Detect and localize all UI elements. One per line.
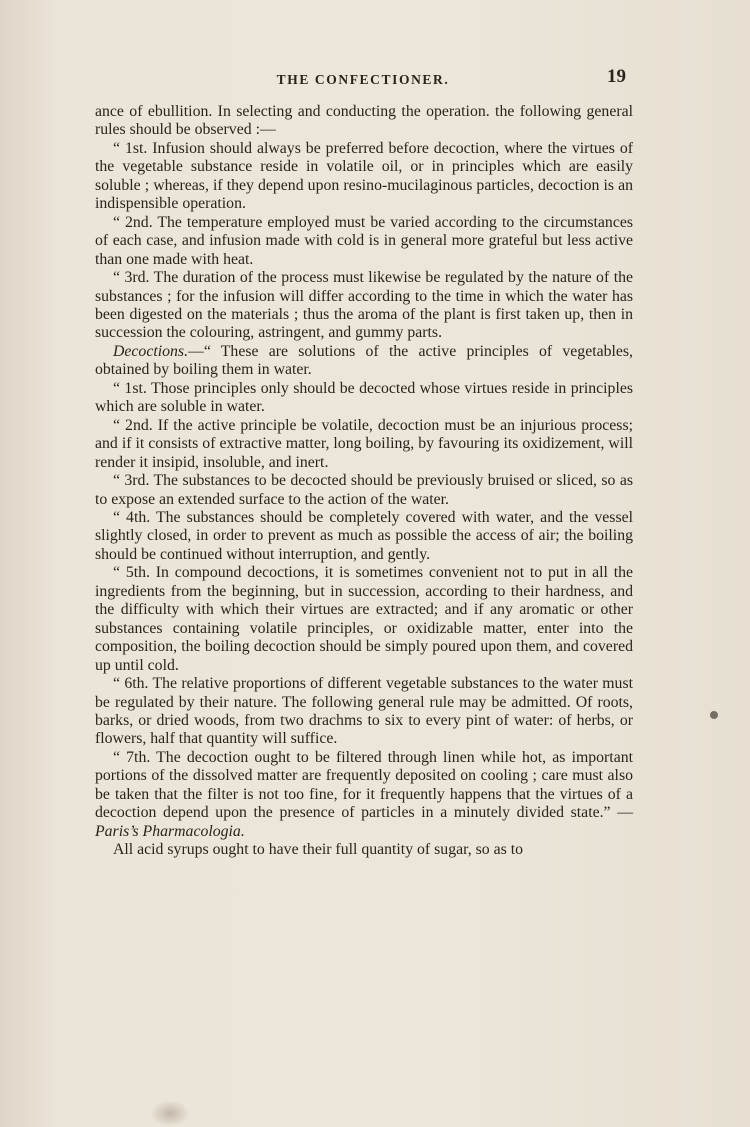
paragraph-decoction-rule-1: “ 1st. Those principles only should be decocted whose virtues reside in principles which are soluble in water. [95, 379, 633, 416]
ink-spot [710, 711, 718, 719]
running-head: THE CONFECTIONER. [276, 72, 450, 87]
paragraph-decoction-rule-3: “ 3rd. The substances to be decocted should be previously bruised or sliced, so as to expose an extended surface to the action of the water. [95, 472, 633, 508]
decoctions-text: —“ These are solutions of the active principles of vegetables, obtained by boiling them in water. [95, 342, 633, 379]
paragraph-decoction-rule-4: “ 4th. The substances should be completely covered with water, and the vessel slightly closed, in order to prevent as much as possible the access of air; the boiling should be continued without interruption, and gently. [95, 508, 633, 563]
page-smudge [150, 1100, 190, 1127]
paragraph-decoctions-definition [95, 343, 633, 380]
paragraph-decoction-rule-5: “ 5th. In compound decoctions, it is sometimes convenient not to put in all the ingredients from the beginning, but in succession, according to their hardness, and the difficulty with which their virtues are extracted; and if any aromatic or other substances containing volatile principles, or oxidizable matter, enter into the composition, the boiling decoction should be simply poured upon them, and covered up until cold. [95, 564, 633, 674]
paragraph-closing: All acid syrups ought to have their full quantity of sugar, so as to [113, 841, 524, 859]
paragraph-continuation: ance of ebullition. In selecting and conducting the operation. the following general rules should be observed :— [95, 103, 633, 139]
paragraph-decoction-rule-6: “ 6th. The relative proportions of different vegetable substances to the water must be regulated by their nature. The following general rule may be admitted. Of roots, barks, or dried woods, from two drachms to six to every pint of water: of herbs, or flowers, half that quantity will suffice. [95, 675, 633, 748]
rule-7-text: “ 7th. The decoction ought to be filtered through linen while hot, as important portions of the dissolved matter are frequently deposited on cooling ; care must also be taken that the filter is not too fine, for it frequently happens that the virtues of a decoction depend upon the presence of particles in a minutely divided state.” — [95, 748, 633, 822]
paragraph-decoction-rule-7 [95, 749, 633, 841]
citation: Paris’s Pharmacologia. [95, 822, 245, 840]
decoctions-heading: Decoctions. [113, 342, 189, 360]
paragraph-infusion-rule-2: “ 2nd. The temperature employed must be varied according to the circumstances of each case, and infusion made with cold is in general more grateful but less active than one made with heat. [95, 213, 633, 268]
page-number: 19 [607, 66, 626, 87]
paragraph-infusion-rule-3: “ 3rd. The duration of the process must likewise be regulated by the nature of the substances ; for the infusion will differ according to the time in which the water has been digested on the materials ; thus the aroma of the plant is first taken up, then in succession the colouring, astringent, and gummy parts. [95, 269, 633, 342]
paragraph-decoction-rule-2: “ 2nd. If the active principle be volatile, decoction must be an injurious process; and if it consists of extractive matter, long boiling, by favouring its oxidizement, will render it insipid, insoluble, and inert. [95, 416, 633, 471]
body-text [95, 103, 633, 860]
paragraph-infusion-rule-1: “ 1st. Infusion should always be preferred before decoction, where the virtues of the vegetable substance reside in volatile oil, or in principles which are easily soluble ; whereas, if they depend upon resino-mucilaginous particles, decoction is an indispensible operation. [95, 139, 633, 213]
page-header [96, 66, 630, 90]
